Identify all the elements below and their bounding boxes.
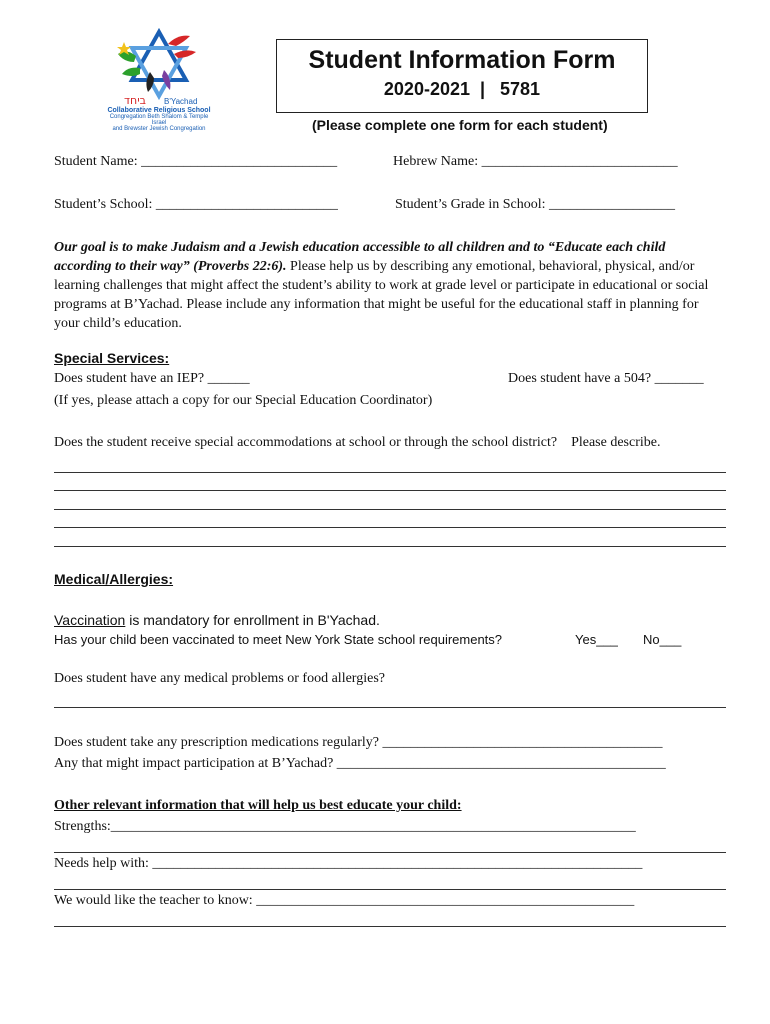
teacher-know-answer-line[interactable] [54,926,726,927]
logo-name-text: B'Yachad [164,97,198,106]
teacher-know-field[interactable]: We would like the teacher to know: ______________________________________________________ [54,893,635,908]
answer-line[interactable] [54,490,726,491]
goal-text: Please help us by describing any emotional, behavioral, physical, and/or learning challenges that might affect the student’s ability to work at grade level or participate in educational or social programs at B’Yachad. Please include any information that might be useful for the educational staff in planning for your child’s education. [54,259,709,331]
logo-hebrew-text: ביחד [124,94,147,107]
vaccinated-no-field[interactable]: No___ [643,632,682,647]
goal-emphasis: Our goal is to make Judaism and a Jewish education accessible to all children and to “Educate each child according to their way” (Proverbs 22:6). [54,240,666,274]
accommodations-question: Does the student receive special accommodations at school or through the school district? Please describe. [54,435,661,450]
answer-line[interactable] [54,546,726,547]
prescription-field[interactable]: Does student take any prescription medications regularly? ________________________________________ [54,735,663,750]
iep-note: (If yes, please attach a copy for our Special Education Coordinator) [54,393,433,408]
special-services-heading: Special Services: [54,350,170,366]
needs-help-field[interactable]: Needs help with: ______________________________________________________________________ [54,856,643,871]
plan-504-field[interactable]: Does student have a 504? _______ [508,371,704,386]
goal-paragraph [54,238,726,333]
hebrew-name-field[interactable]: Hebrew Name: ____________________________ [393,154,678,169]
vaccinated-yes-field[interactable]: Yes___ [575,632,618,647]
answer-line[interactable] [54,472,726,473]
logo-school-line1: Collaborative Religious School [107,107,211,114]
allergies-answer-line[interactable] [54,707,726,708]
impact-field[interactable]: Any that might impact participation at B’Yachad? _______________________________________________ [54,756,666,771]
year-line: 2020-2021 | 5781 [383,79,541,99]
title-box [276,39,648,113]
instruction-text: (Please complete one form for each student) [312,117,608,133]
page-title: Student Information Form [308,46,616,74]
vaccination-statement [54,612,380,628]
student-school-field[interactable]: Student’s School: __________________________ [54,197,338,212]
iep-field[interactable]: Does student have an IEP? ______ [54,371,250,386]
allergies-question: Does student have any medical problems or food allergies? [54,671,385,686]
needs-help-answer-line[interactable] [54,889,726,890]
strengths-field[interactable]: Strengths:___________________________________________________________________________ [54,819,636,834]
vaccination-rest: is mandatory for enrollment in B'Yachad. [125,612,380,628]
medical-heading: Medical/Allergies: [54,571,174,587]
vaccination-word: Vaccination [54,612,126,628]
other-info-heading: Other relevant information that will help us best educate your child: [54,798,462,813]
student-name-field[interactable]: Student Name: ____________________________ [54,154,338,169]
logo-school-line2: Congregation Beth Shalom & Temple Israel [109,114,209,126]
strengths-answer-line[interactable] [54,852,726,853]
vaccinated-question: Has your child been vaccinated to meet New York State school requirements? [54,632,503,647]
student-grade-field[interactable]: Student’s Grade in School: __________________ [395,197,675,212]
answer-line[interactable] [54,509,726,510]
logo-school-line3: and Brewster Jewish Congregation [112,126,206,132]
logo-school-text [104,108,214,132]
answer-line[interactable] [54,527,726,528]
